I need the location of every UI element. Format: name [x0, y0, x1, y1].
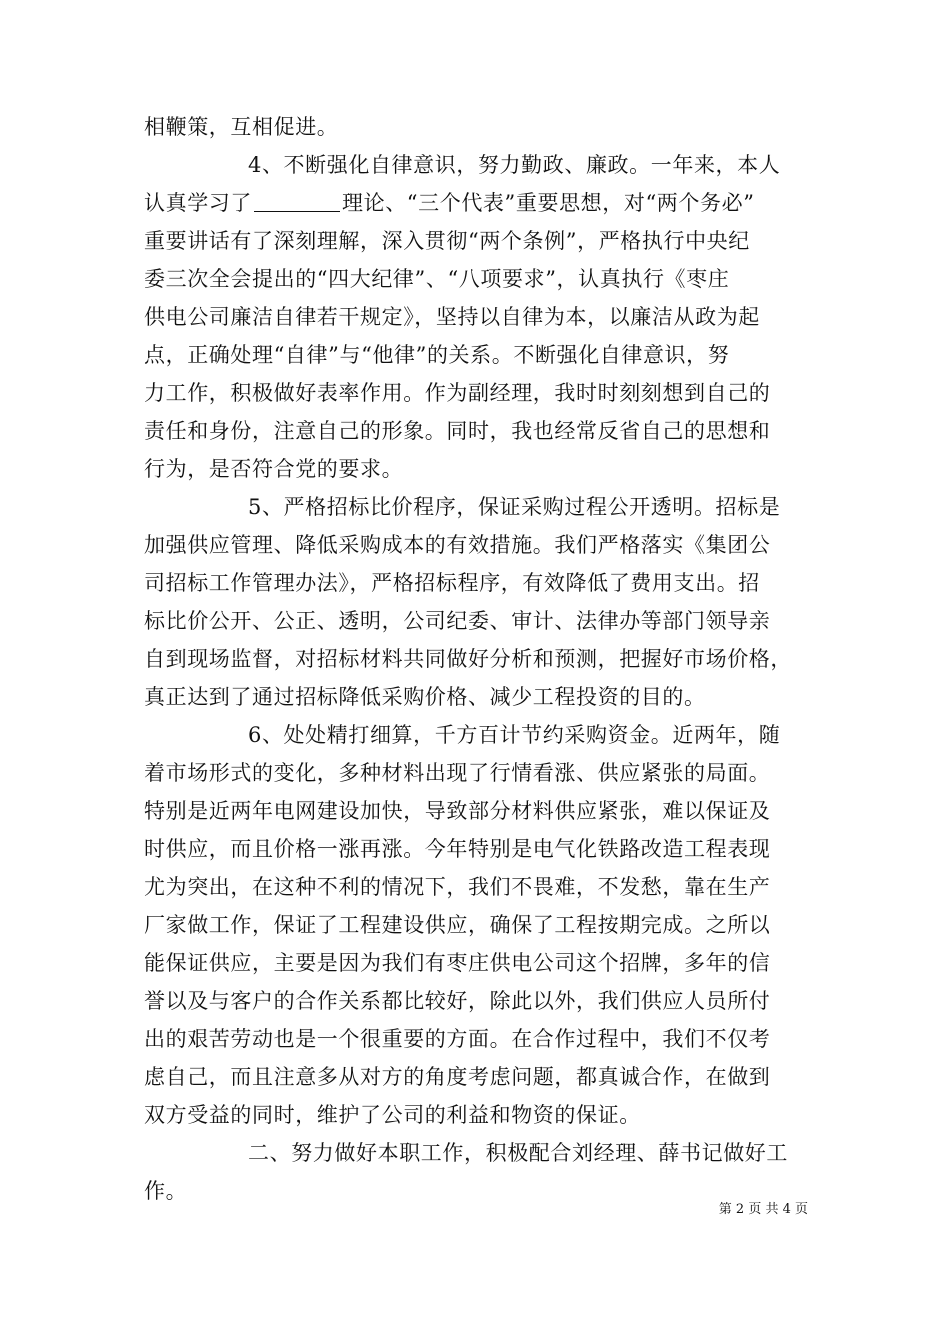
fill-in-blank — [254, 191, 340, 212]
text-line: 誉以及与客户的合作关系都比较好，除此以外，我们供应人员所付 — [144, 989, 771, 1013]
text-line: 着市场形式的变化，多种材料出现了行情看涨、供应紧张的局面。 — [144, 761, 771, 785]
text-line: 加强供应管理、降低采购成本的有效措施。我们严格落实《集团公 — [144, 533, 771, 557]
paragraph-line-item-5: 5、严格招标比价程序，保证采购过程公开透明。招标是 — [248, 495, 781, 519]
text-line: 自到现场监督，对招标材料共同做好分析和预测，把握好市场价格， — [144, 647, 792, 671]
text-line: 重要讲话有了深刻理解，深入贯彻“两个条例”，严格执行中央纪 — [144, 229, 750, 253]
text-line: 责任和身份，注意自己的形象。同时，我也经常反省自己的思想和 — [144, 419, 771, 443]
text-segment: 理论、“三个代表”重要思想，对“两个务必” — [342, 191, 755, 215]
page-number: 第 2 页 共 4 页 — [718, 1202, 808, 1217]
paragraph-line-item-6: 6、处处精打细算，千方百计节约采购资金。近两年，随 — [248, 723, 781, 747]
paragraph-line-item-4: 4、不断强化自律意识，努力勤政、廉政。一年来，本人 — [248, 153, 781, 177]
text-line: 时供应，而且价格一涨再涨。今年特别是电气化铁路改造工程表现 — [144, 837, 771, 861]
text-line: 点，正确处理“自律”与“他律”的关系。不断强化自律意识，努 — [144, 343, 730, 367]
text-line: 相鞭策，互相促进。 — [144, 115, 339, 139]
text-line: 行为，是否符合党的要求。 — [144, 457, 404, 481]
text-line: 特别是近两年电网建设加快，导致部分材料供应紧张，难以保证及 — [144, 799, 771, 823]
text-line: 双方受益的同时，维护了公司的利益和物资的保证。 — [144, 1103, 641, 1127]
text-line: 尤为突出，在这种不利的情况下，我们不畏难，不发愁，靠在生产 — [144, 875, 771, 899]
text-line: 真正达到了通过招标降低采购价格、减少工程投资的目的。 — [144, 685, 706, 709]
section-heading-line: 二、努力做好本职工作，积极配合刘经理、薛书记做好工 — [248, 1141, 788, 1165]
text-line: 作。 — [144, 1179, 188, 1203]
text-line — [144, 184, 808, 222]
text-line: 厂家做工作，保证了工程建设供应，确保了工程按期完成。之所以 — [144, 913, 771, 937]
text-line: 力工作，积极做好表率作用。作为副经理，我时时刻刻想到自己的 — [144, 381, 771, 405]
text-line: 能保证供应，主要是因为我们有枣庄供电公司这个招牌，多年的信 — [144, 951, 771, 975]
text-line: 供电公司廉洁自律若干规定》，坚持以自律为本，以廉洁从政为起 — [144, 305, 760, 329]
text-line: 标比价公开、公正、透明，公司纪委、审计、法律办等部门领导亲 — [144, 609, 771, 633]
text-line: 委三次全会提出的“四大纪律”、“八项要求”，认真执行《枣庄 — [144, 267, 730, 291]
text-line: 虑自己，而且注意多从对方的角度考虑问题，都真诚合作，在做到 — [144, 1065, 771, 1089]
text-segment: 认真学习了 — [144, 191, 252, 215]
text-line: 出的艰苦劳动也是一个很重要的方面。在合作过程中，我们不仅考 — [144, 1027, 771, 1051]
text-line: 司招标工作管理办法》，严格招标程序，有效降低了费用支出。招 — [144, 571, 760, 595]
